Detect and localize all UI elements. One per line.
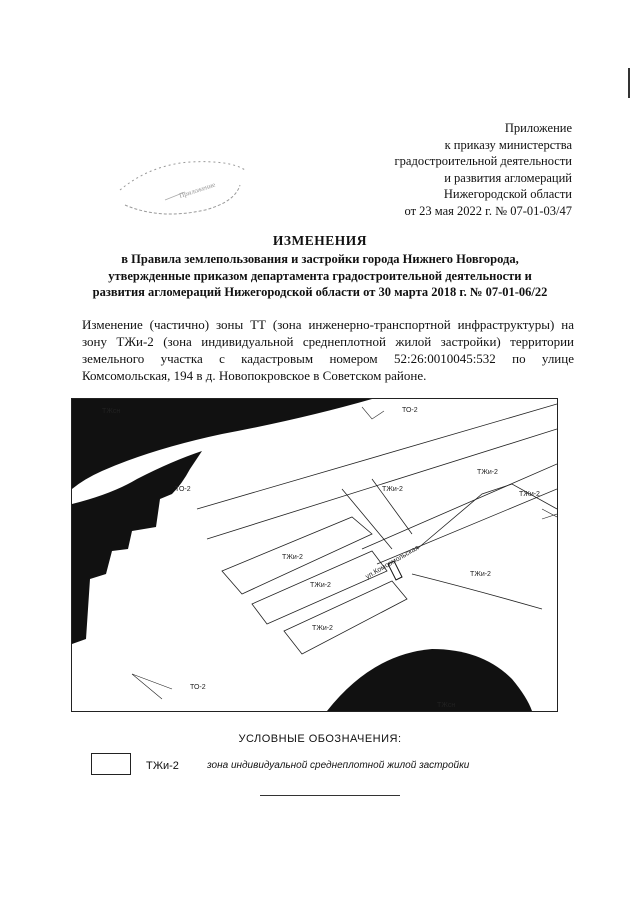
change-description: Изменение (частично) зоны ТТ (зона инженерно-транспортной инфраструктуры) на зону ТЖи-2 (зона индивидуальной среднеплотной жилой застройки) территории земельного участка с кадастровым номером 52:26:0010045:532 по улице Комсомольская, 194 в д. Новопокровское в Советском районе. bbox=[82, 317, 574, 383]
map-label-street: ул.Комсомольская bbox=[364, 544, 421, 581]
map-label-tzhi2: ТЖи-2 bbox=[312, 625, 333, 632]
map-road-lower bbox=[362, 464, 557, 564]
map-label-tzhi2: ТЖи-2 bbox=[470, 571, 491, 578]
map-label-to2: ТО-2 bbox=[190, 684, 206, 691]
map-label-to2: ТО-2 bbox=[175, 486, 191, 493]
subtitle-line: развития агломераций Нижегородской области от 30 марта 2018 г. № 07-01-06/22 bbox=[92, 285, 548, 299]
map-label-tzhsn: ТЖсн bbox=[437, 702, 456, 709]
map-label-to2: ТО-2 bbox=[402, 407, 418, 414]
legend-swatch bbox=[91, 753, 131, 775]
appendix-line: Приложение bbox=[504, 121, 572, 135]
zoning-map bbox=[71, 398, 558, 712]
appendix-line: градостроительной деятельности bbox=[394, 154, 572, 168]
map-black-area-left bbox=[72, 451, 202, 644]
subtitle-line: в Правила землепользования и застройки города Нижнего Новгорода, bbox=[121, 252, 519, 266]
map-label-tzhi2: ТЖи-2 bbox=[282, 554, 303, 561]
map-road-edge-right bbox=[412, 574, 542, 609]
appendix-line: Нижегородской области bbox=[443, 187, 572, 201]
map-parcel bbox=[284, 581, 407, 654]
legend-description: зона индивидуальной среднеплотной жилой застройки bbox=[207, 760, 470, 771]
appendix-line: от 23 мая 2022 г. № 07-01-03/47 bbox=[404, 203, 572, 218]
map-black-area-bottom bbox=[327, 649, 532, 711]
stamp-text: Приложение bbox=[178, 180, 217, 200]
faded-stamp bbox=[110, 150, 250, 225]
map-label-tzhi2: ТЖи-2 bbox=[477, 469, 498, 476]
zoning-map-drawing bbox=[72, 399, 557, 711]
closing-rule bbox=[260, 795, 400, 796]
appendix-block bbox=[395, 120, 572, 219]
subtitle-line: утвержденные приказом департамента градостроительной деятельности и bbox=[108, 268, 532, 283]
map-label-tzhi2: ТЖи-2 bbox=[382, 486, 403, 493]
map-label-tzhi2: ТЖи-2 bbox=[519, 491, 540, 498]
appendix-line: и развития агломераций bbox=[444, 170, 572, 185]
map-label-tzhi2: ТЖи-2 bbox=[310, 582, 331, 589]
legend-code: ТЖи-2 bbox=[146, 760, 179, 772]
appendix-line: к приказу министерства bbox=[444, 137, 572, 152]
scan-edge-mark bbox=[628, 68, 630, 98]
document-subtitle bbox=[40, 251, 600, 301]
document-title: ИЗМЕНЕНИЯ bbox=[272, 233, 368, 248]
legend-title: УСЛОВНЫЕ ОБОЗНАЧЕНИЯ: bbox=[238, 733, 402, 745]
map-label-tzhsn: ТЖсн bbox=[102, 408, 121, 415]
